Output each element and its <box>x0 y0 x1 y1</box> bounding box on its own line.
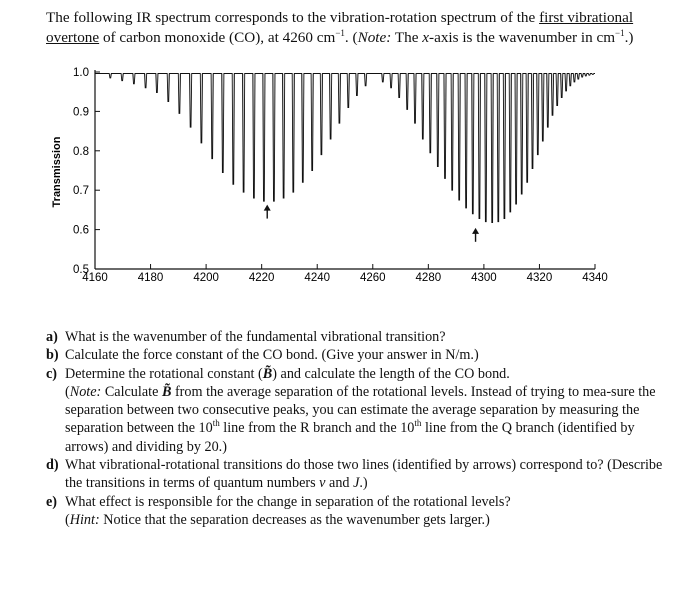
question-text: What effect is responsible for the change in separation of the rotational levels? <box>65 493 511 510</box>
x-tick-label: 4280 <box>415 272 442 284</box>
intro-underlined-term: first vibrational overtone <box>46 9 634 46</box>
x-tick-label: 4160 <box>82 272 108 284</box>
question-text: v <box>319 475 326 492</box>
y-axis-label: Transmission <box>51 136 63 208</box>
question-text: B̃ <box>161 383 172 400</box>
question-text: ( <box>65 383 70 400</box>
question-text: J <box>353 475 360 492</box>
y-tick-label: 0.7 <box>73 185 89 198</box>
marker-arrows <box>264 205 479 242</box>
intro-text-3: . ( <box>344 29 358 46</box>
question-item <box>46 346 676 364</box>
y-tick-label: 1.0 <box>73 67 89 79</box>
intro-text-2: of carbon monoxide (CO), at 4260 cm <box>99 29 336 46</box>
intro-sup-2: −1 <box>615 28 625 38</box>
y-tick-label: 0.9 <box>73 106 89 119</box>
question-text: th <box>212 418 220 429</box>
question-text: Calculate <box>101 383 162 400</box>
question-text: Calculate the force constant of the CO bond. (Give your answer in N/m.) <box>65 347 479 364</box>
question-text: What is the wavenumber of the fundamental vibrational transition? <box>65 329 446 345</box>
y-tick-labels <box>73 67 100 276</box>
intro-x-italic: x <box>422 29 430 46</box>
question-text: ( <box>65 511 70 528</box>
question-text: line from the R branch and the 10 <box>219 420 415 437</box>
question-item <box>46 365 676 456</box>
question-text: What vibrational-rotational transitions do those two lines (identified by arrows) correspond to? (Describe the transitions in terms of quantum numbers <box>65 457 663 492</box>
question-text: Determine the rotational constant ( <box>65 365 263 382</box>
questions-list <box>46 328 676 529</box>
intro-text-5: -axis is the wavenumber in cm <box>429 29 616 46</box>
arrow-head <box>264 205 271 211</box>
x-tick-label: 4300 <box>471 272 497 284</box>
y-tick-label: 0.5 <box>73 264 89 276</box>
question-text: ) and calculate the length of the CO bond. <box>272 365 510 382</box>
x-tick-labels <box>82 264 608 284</box>
question-text: Hint: <box>69 511 100 528</box>
question-label: d) <box>46 457 59 474</box>
question-item <box>46 328 676 346</box>
x-tick-label: 4220 <box>248 272 275 284</box>
intro-text-1: The following IR spectrum corresponds to the vibration-rotation spectrum of the <box>46 9 540 26</box>
x-tick-label: 4260 <box>359 272 386 284</box>
question-label: e) <box>46 493 58 510</box>
intro-note-label: Note: <box>357 29 392 46</box>
x-tick-label: 4200 <box>193 272 219 284</box>
intro-text-4: The <box>391 29 423 46</box>
x-tick-label: 4320 <box>526 272 553 284</box>
x-tick-label: 4240 <box>304 272 331 284</box>
intro-text-6: .) <box>624 29 634 46</box>
question-text: from the average separation of the rotational levels. Instead of trying to mea-sure the separation between two consecutive peaks, you can estimate the average separation by measuring the separation between the 10 <box>65 383 656 437</box>
question-text: B̃ <box>262 365 273 382</box>
question-label: b) <box>46 347 59 364</box>
question-text: th <box>414 418 422 429</box>
y-tick-label: 0.8 <box>73 145 89 158</box>
question-item <box>46 456 676 493</box>
x-tick-label: 4180 <box>137 272 164 284</box>
question-text: Note: <box>69 383 102 400</box>
y-tick-label: 0.6 <box>73 224 89 237</box>
question-text: .) <box>359 475 368 492</box>
question-text: Notice that the separation decreases as the wavenumber gets larger.) <box>99 511 490 528</box>
question-label: a) <box>46 329 58 345</box>
absorption-lines <box>95 74 595 223</box>
x-tick-label: 4340 <box>582 272 608 284</box>
question-label: c) <box>46 365 58 382</box>
intro-sup-1: −1 <box>335 28 345 38</box>
question-text: and <box>325 475 354 492</box>
arrow-head <box>472 228 479 234</box>
question-item <box>46 493 676 530</box>
spectrum-trace <box>95 74 595 223</box>
chart-axes <box>95 70 595 269</box>
question-text: line from the Q branch (identified by arrows) and dividing by 20.) <box>65 420 635 455</box>
